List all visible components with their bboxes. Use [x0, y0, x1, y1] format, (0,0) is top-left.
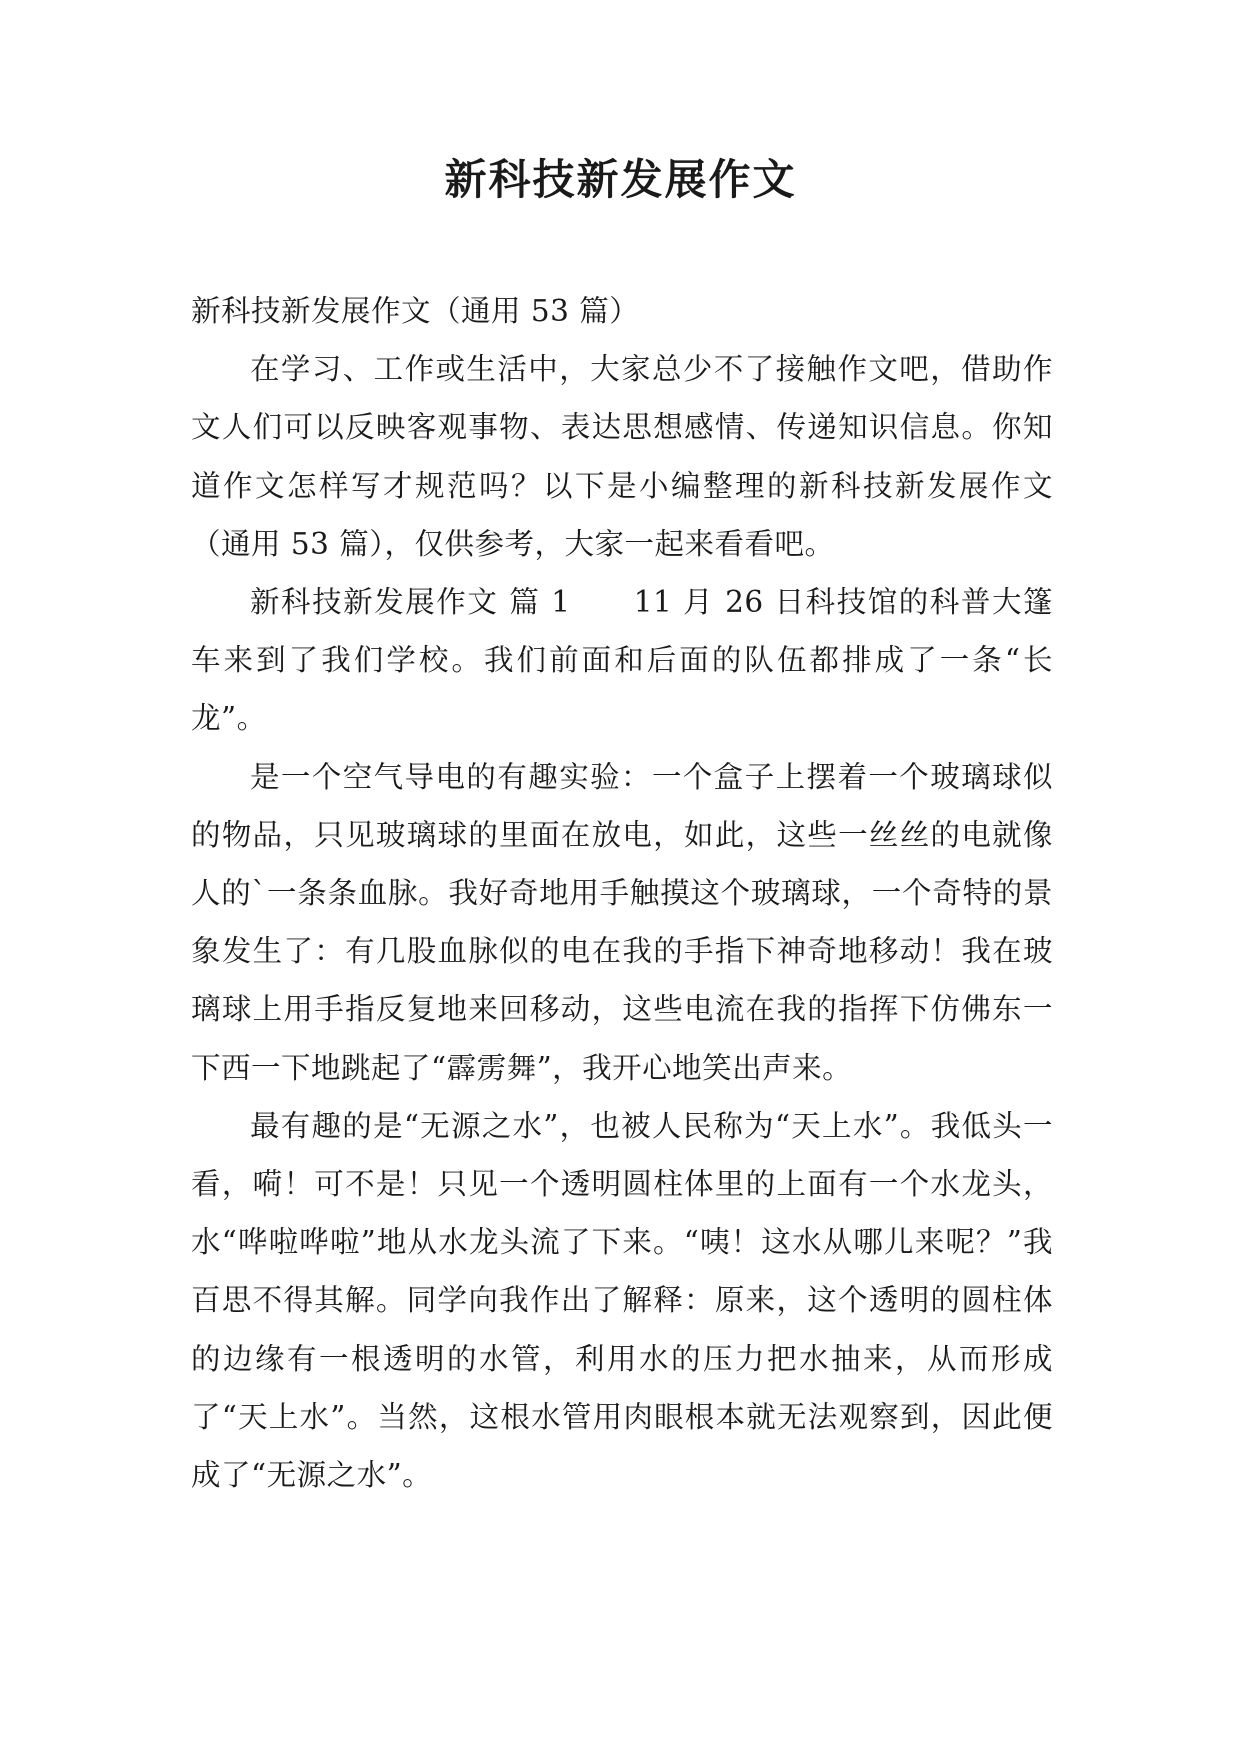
- paragraph-air-conduction-experiment: 是一个空气导电的有趣实验：一个盒子上摆着一个玻璃球似的物品，只见玻璃球的里面在放电，如此，这些一丝丝的电就像人的`一条条血脉。我好奇地用手触摸这个玻璃球，一个奇特的景象发生了：有几股血脉似的电在我的手指下神奇地移动！我在玻璃球上用手指反复地来回移动，这些电流在我的指挥下仿佛东一下西一下地跳起了“霹雳舞”，我开心地笑出声来。: [191, 759, 1053, 1085]
- paragraph-intro: 在学习、工作或生活中，大家总少不了接触作文吧，借助作文人们可以反映客观事物、表达思想感情、传递知识信息。你知道作文怎样写才规范吗？以下是小编整理的新科技新发展作文（通用 53 篇），仅供参考，大家一起来看看吧。: [191, 352, 1053, 561]
- paragraph-essay-1-opening: 新科技新发展作文 篇 1 11 月 26 日科技馆的科普大篷车来到了我们学校。我们前面和后面的队伍都排成了一条“长龙”。: [191, 585, 1053, 736]
- paragraph-sourceless-water: 最有趣的是“无源之水”，也被人民称为“天上水”。我低头一看，嗬！可不是！只见一个透明圆柱体里的上面有一个水龙头，水“哗啦哗啦”地从水龙头流了下来。“咦！这水从哪儿来呢？”我百思不得其解。同学向我作出了解释：原来，这个透明的圆柱体的边缘有一根透明的水管，利用水的压力把水抽来，从而形成了“天上水”。当然，这根水管用肉眼根本就无法观察到，因此便成了“无源之水”。: [191, 1108, 1053, 1493]
- document-subtitle: 新科技新发展作文（通用 53 篇）: [191, 294, 640, 328]
- document-title: 新科技新发展作文: [444, 155, 797, 204]
- document-body: [191, 282, 1053, 1504]
